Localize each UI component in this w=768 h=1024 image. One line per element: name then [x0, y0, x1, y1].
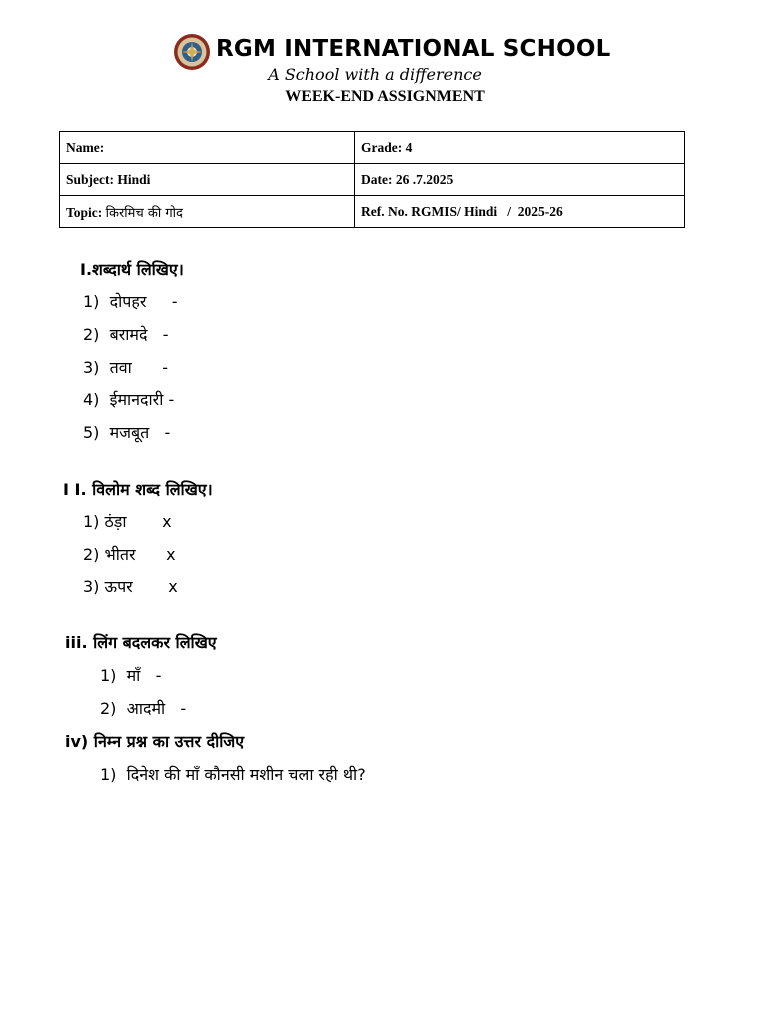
topic-cell: Topic: किरमिच की गोद: [60, 196, 355, 228]
section-title-meanings: I.शब्दार्थ लिखिए।: [80, 260, 184, 279]
school-name: RGM INTERNATIONAL SCHOOL: [216, 36, 611, 62]
list-item: 1) दिनेश की माँ कौनसी मशीन चला रही थी?: [100, 765, 366, 784]
topic-value: किरमिच की गोद: [105, 205, 183, 221]
section-title-question: iv) निम्न प्रश्न का उत्तर दीजिए: [65, 732, 245, 751]
list-item: 1) माँ -: [100, 666, 162, 685]
date-cell: Date: 26 .7.2025: [355, 164, 685, 196]
section-title-antonyms: I I. विलोम शब्द लिखिए।: [63, 480, 213, 499]
list-item: 2) बरामदे -: [83, 325, 169, 344]
table-row: [60, 196, 685, 228]
info-table: [59, 131, 685, 228]
subject-cell: Subject: Hindi: [60, 164, 355, 196]
ref-cell: Ref. No. RGMIS/ Hindi / 2025-26: [355, 196, 685, 228]
list-item: 3) तवा -: [83, 358, 169, 377]
list-item: 1) ठंड़ा x: [83, 512, 172, 531]
school-tagline: A School with a difference: [268, 65, 482, 84]
name-cell[interactable]: Name:: [60, 132, 355, 164]
list-item: 3) ऊपर x: [83, 577, 178, 596]
list-item: 2) आदमी -: [100, 699, 187, 718]
list-item: 5) मजबूत -: [83, 423, 171, 442]
table-row: [60, 164, 685, 196]
list-item: 2) भीतर x: [83, 545, 176, 564]
section-title-gender: iii. लिंग बदलकर लिखिए: [65, 633, 217, 652]
page-header: [0, 0, 768, 120]
table-row: [60, 132, 685, 164]
list-item: 1) दोपहर -: [83, 292, 178, 311]
list-item: 4) ईमानदारी -: [83, 390, 175, 409]
assignment-title: WEEK-END ASSIGNMENT: [285, 88, 485, 105]
grade-cell: Grade: 4: [355, 132, 685, 164]
